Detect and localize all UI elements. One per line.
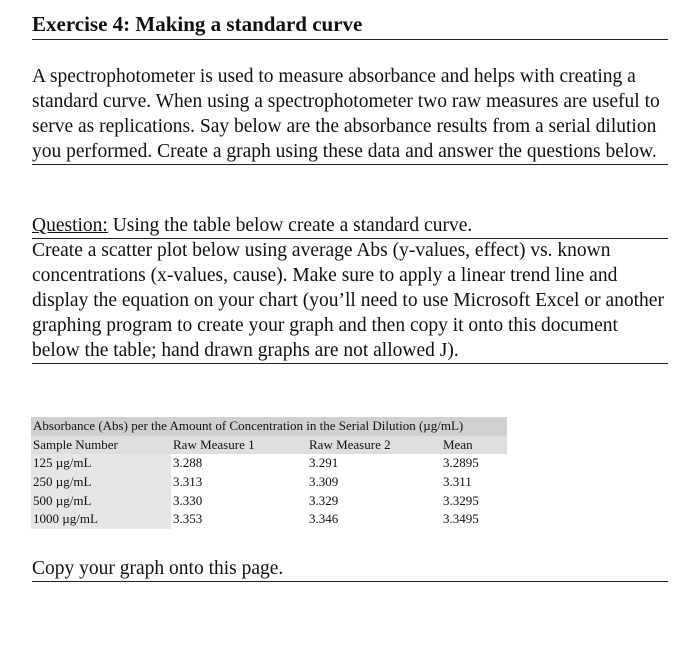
cell-raw2: 3.291 — [307, 454, 441, 473]
question-heading — [32, 213, 668, 239]
question-text: Using the table below create a standard curve. — [107, 215, 473, 236]
cell-mean: 3.311 — [441, 473, 507, 492]
exercise-title: Exercise 4: Making a standard curve — [32, 10, 668, 40]
cell-raw2: 3.329 — [307, 491, 441, 510]
table-row — [31, 473, 507, 492]
footer-instruction: Copy your graph onto this page. — [32, 556, 668, 582]
cell-raw2: 3.309 — [307, 473, 441, 492]
cell-raw1: 3.330 — [171, 491, 307, 510]
column-header-raw1: Raw Measure 1 — [171, 436, 307, 455]
cell-mean: 3.2895 — [441, 454, 507, 473]
absorbance-table — [31, 417, 507, 529]
cell-mean: 3.3295 — [441, 491, 507, 510]
question-instructions: Create a scatter plot below using average Abs (y-values, effect) vs. known concentrations (x-values, cause). Make sure to apply a linear trend line and display the equation on your chart (you’ll need to use Microsoft Excel or another graphing program to create your graph and then copy it onto this document below the table; hand drawn graphs are not allowed J). — [32, 238, 668, 364]
cell-raw1: 3.353 — [171, 510, 307, 529]
question-label: Question: — [32, 215, 108, 236]
table-caption: Absorbance (Abs) per the Amount of Concentration in the Serial Dilution (µg/mL) — [31, 417, 507, 436]
table-row — [31, 510, 507, 529]
cell-mean: 3.3495 — [441, 510, 507, 529]
intro-paragraph: A spectrophotometer is used to measure absorbance and helps with creating a standard curve. When using a spectrophotometer two raw measures are useful to serve as replications. Say below are the absorbance results from a serial dilution you performed. Create a graph using these data and answer the questions below. — [32, 64, 668, 165]
column-header-mean: Mean — [441, 436, 507, 455]
cell-raw1: 3.313 — [171, 473, 307, 492]
cell-raw1: 3.288 — [171, 454, 307, 473]
cell-raw2: 3.346 — [307, 510, 441, 529]
cell-sample: 250 µg/mL — [31, 473, 171, 492]
table-row — [31, 454, 507, 473]
table-header-row — [31, 436, 507, 455]
cell-sample: 1000 µg/mL — [31, 510, 171, 529]
column-header-sample: Sample Number — [31, 436, 171, 455]
table-caption-row — [31, 417, 507, 436]
column-header-raw2: Raw Measure 2 — [307, 436, 441, 455]
table-row — [31, 491, 507, 510]
cell-sample: 500 µg/mL — [31, 491, 171, 510]
cell-sample: 125 µg/mL — [31, 454, 171, 473]
